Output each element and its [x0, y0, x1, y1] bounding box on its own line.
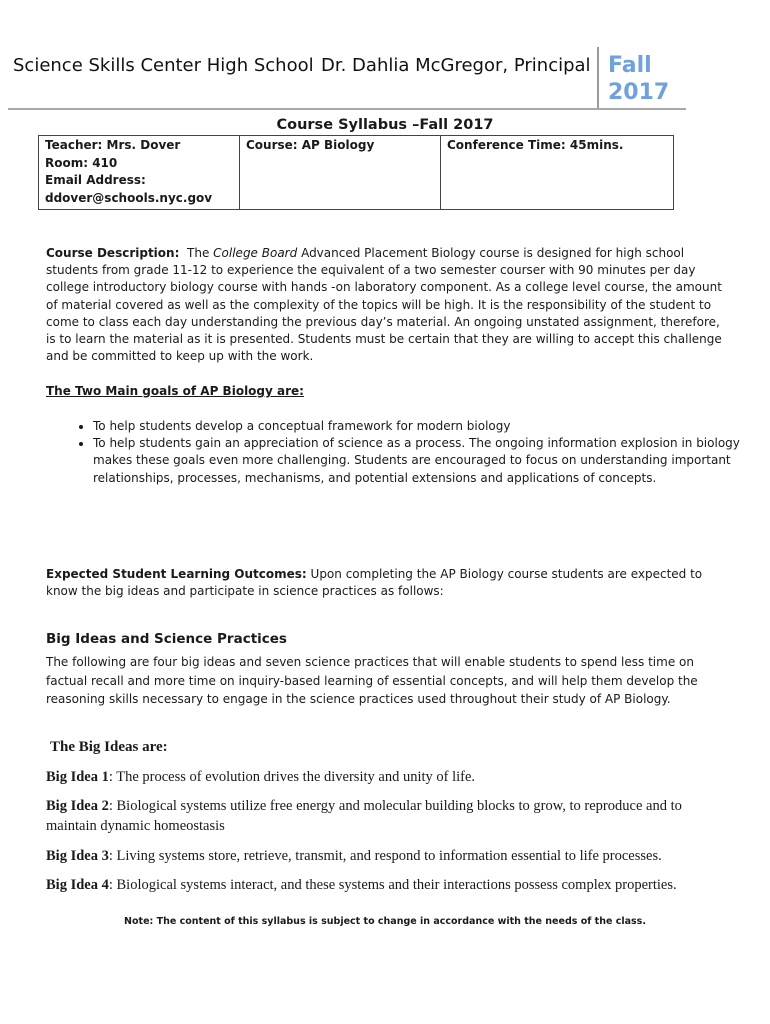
teacher-cell: [39, 136, 240, 210]
big-idea-item: [46, 875, 726, 895]
big-idea-text: : Living systems store, retrieve, transmit, and respond to information essential to life processes.: [108, 848, 662, 864]
big-idea-item: [46, 846, 726, 866]
goal-item: • To help students gain an appreciation of science as a process. The ongoing information explosion in biology makes these goals even more challenging. Students are encouraged to focus on understanding important relationships, processes, mechanisms, and potential extensions and applications of concepts.: [93, 435, 753, 487]
learning-outcomes: [46, 566, 716, 600]
learning-outcomes-text: Upon completing the AP Biology course students are expected to know the big ideas and participate in science practices as follows:: [46, 567, 703, 599]
header-vertical-divider: [597, 47, 599, 109]
header-divider: [8, 108, 686, 110]
course-name: Course: AP Biology: [246, 138, 375, 152]
goal-item: • To help students develop a conceptual framework for modern biology: [93, 418, 753, 435]
big-ideas-list-heading: The Big Ideas are:: [50, 739, 168, 755]
big-idea-text: : Biological systems utilize free energy and molecular building blocks to grow, to reproduce and to maintain dynamic homeostasis: [46, 798, 682, 834]
syllabus-note: Note: The content of this syllabus is subject to change in accordance with the needs of the class.: [124, 916, 646, 927]
term-year: 2017: [608, 80, 670, 105]
learning-outcomes-label: Expected Student Learning Outcomes:: [46, 567, 307, 581]
course-description-pre: The: [187, 246, 214, 260]
email-address: ddover@schools.nyc.gov: [45, 190, 213, 205]
big-idea-label: Big Idea 3: [46, 848, 109, 864]
term-badge: [608, 52, 669, 106]
room-number: Room: 410: [45, 155, 118, 170]
big-idea-label: Big Idea 1: [46, 769, 109, 785]
course-description-label: Course Description:: [46, 246, 180, 260]
course-description-italic: College Board: [213, 246, 298, 260]
term-season: Fall: [608, 53, 652, 78]
email-label: Email Address:: [45, 173, 146, 187]
goals-heading: The Two Main goals of AP Biology are:: [46, 384, 304, 398]
school-name: Science Skills Center High School: [13, 55, 314, 76]
big-idea-label: Big Idea 2: [46, 798, 109, 814]
big-idea-text: : Biological systems interact, and these systems and their interactions possess complex properties.: [108, 877, 677, 893]
principal-name: Dr. Dahlia McGregor, Principal: [321, 55, 591, 76]
course-description: [46, 245, 726, 365]
big-idea-label: Big Idea 4: [46, 877, 109, 893]
big-ideas-heading: Big Ideas and Science Practices: [46, 631, 287, 647]
big-idea-item: [46, 796, 726, 836]
course-cell: [240, 136, 441, 210]
course-description-text: Advanced Placement Biology course is designed for high school students from grade 11-12 to experience the equivalent of a two semester courser with 90 minutes per day college introductory biology course with hands -on laboratory component. As a college level course, the amount of material covered as well as the complexity of the topics will be high. It is the responsibility of the student to come to class each day understanding the previous day’s material. An ongoing unstated assignment, therefore, is to learn the material as it is presented. Students must be certain that they are willing to accept this challenge and be committed to keep up with the work.: [46, 246, 722, 364]
course-info-table: [38, 135, 674, 210]
goals-list: [46, 418, 753, 487]
teacher-name: Teacher: Mrs. Dover: [45, 138, 181, 152]
conference-time: Conference Time: 45mins.: [447, 138, 624, 152]
syllabus-title: Course Syllabus –Fall 2017: [276, 117, 494, 133]
big-ideas-intro: The following are four big ideas and seven science practices that will enable students to spend less time on factual recall and more time on inquiry-based learning of essential concepts, and will help them develop the reasoning skills necessary to engage in the science practices used throughout their study of AP Biology.: [46, 655, 698, 706]
big-idea-item: [46, 767, 726, 787]
big-idea-text: : The process of evolution drives the diversity and unity of life.: [108, 769, 476, 785]
conference-cell: [441, 136, 674, 210]
